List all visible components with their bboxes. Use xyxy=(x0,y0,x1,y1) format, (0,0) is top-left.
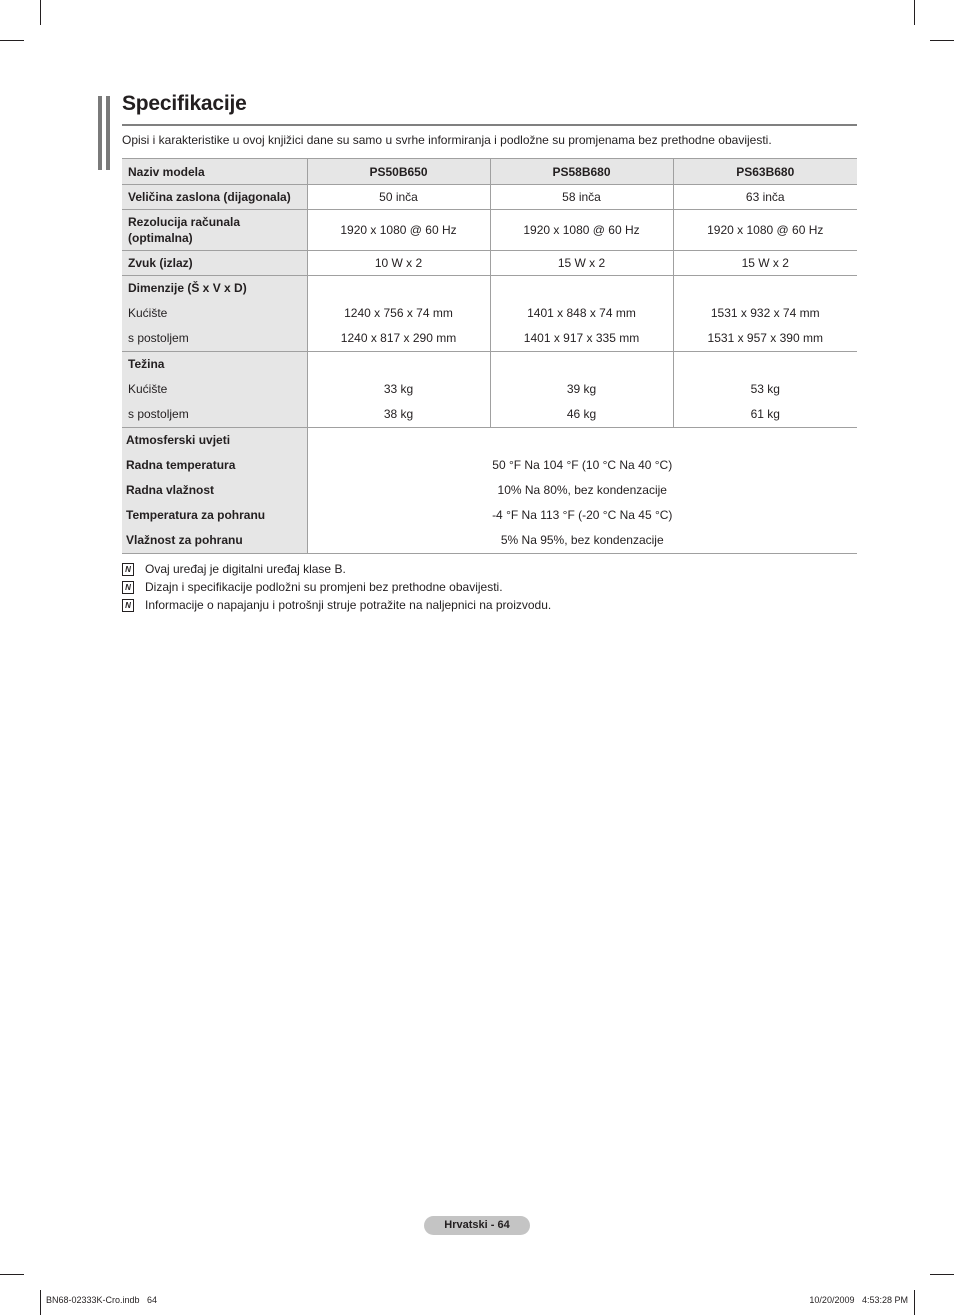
crop-mark xyxy=(914,0,915,25)
list-item xyxy=(122,578,551,596)
row-label xyxy=(122,352,307,428)
row-label xyxy=(122,276,307,352)
row-sublabel: Kućište xyxy=(128,382,168,396)
row-sublabel: Vlažnost za pohranu xyxy=(126,533,243,547)
cell-value: 33 kg xyxy=(383,382,414,396)
table-cell xyxy=(307,352,490,428)
crop-mark xyxy=(930,40,954,41)
table-cell: 1920 x 1080 @ 60 Hz xyxy=(490,210,673,251)
crop-mark xyxy=(40,1290,41,1315)
cell-value: 38 kg xyxy=(383,407,414,421)
cell-value: 1240 x 817 x 290 mm xyxy=(340,331,457,345)
row-sublabel: s postoljem xyxy=(128,407,189,421)
row-label-line: Težina xyxy=(128,357,165,371)
cell-value: 1531 x 957 x 390 mm xyxy=(707,331,823,345)
table-cell: 58 inča xyxy=(490,185,673,210)
table-cell xyxy=(307,428,857,554)
cell-value: 5% Na 95%, bez kondenzacije xyxy=(500,533,664,547)
note-icon: N xyxy=(122,563,134,576)
table-cell xyxy=(307,276,490,352)
table-cell: 63 inča xyxy=(673,185,857,210)
table-row xyxy=(122,210,857,251)
table-row xyxy=(122,185,857,210)
note-text: Ovaj uređaj je digitalni uređaj klase B. xyxy=(145,562,346,576)
cell-value: 61 kg xyxy=(750,407,780,421)
row-sublabel: Radna temperatura xyxy=(126,458,236,472)
model-header: PS50B650 xyxy=(307,159,490,185)
row-label-line: Atmosferski uvjeti xyxy=(126,433,231,447)
row-label: Naziv modela xyxy=(122,159,307,185)
table-cell: 1920 x 1080 @ 60 Hz xyxy=(307,210,490,251)
cell-value: 46 kg xyxy=(566,407,597,421)
table-row xyxy=(122,251,857,276)
crop-mark xyxy=(0,40,24,41)
title-rule xyxy=(122,124,857,126)
note-text: Informacije o napajanju i potrošnji struje potražite na naljepnici na proizvodu. xyxy=(145,598,552,612)
cell-value: 39 kg xyxy=(566,382,597,396)
row-label: Veličina zaslona (dijagonala) xyxy=(122,185,307,210)
row-label-line: Rezolucija računala xyxy=(128,215,241,229)
crop-mark xyxy=(0,1274,24,1275)
table-cell: 15 W x 2 xyxy=(490,251,673,276)
table-cell: 10 W x 2 xyxy=(307,251,490,276)
print-timestamp: 10/20/2009 4:53:28 PM xyxy=(809,1295,908,1305)
cell-value: 1240 x 756 x 74 mm xyxy=(344,306,453,320)
table-row xyxy=(122,276,857,352)
row-label xyxy=(122,428,307,554)
cell-value: 1531 x 932 x 74 mm xyxy=(710,306,820,320)
model-header: PS63B680 xyxy=(673,159,857,185)
list-item xyxy=(122,596,551,614)
cell-value: 10% Na 80%, bez kondenzacije xyxy=(497,483,667,497)
page-number-badge: Hrvatski - 64 xyxy=(424,1216,530,1235)
row-label-line: Dimenzije (Š x V x D) xyxy=(128,281,247,295)
row-label xyxy=(122,210,307,251)
file-info: BN68-02333K-Cro.indb 64 xyxy=(46,1295,158,1305)
table-row xyxy=(122,428,857,554)
crop-mark xyxy=(914,1290,915,1315)
note-icon: N xyxy=(122,599,134,612)
page-title: Specifikacije xyxy=(122,92,247,115)
note-icon: N xyxy=(122,581,134,594)
table-cell: 1920 x 1080 @ 60 Hz xyxy=(673,210,857,251)
cell-value: -4 °F Na 113 °F (-20 °C Na 45 °C) xyxy=(492,508,673,522)
row-label-line: (optimalna) xyxy=(128,231,193,245)
cell-value: 1401 x 917 x 335 mm xyxy=(523,331,640,345)
intro-text: Opisi i karakteristike u ovoj knjižici dane su samo u svrhe informiranja i podložne su promjenama bez prethodne obavijesti. xyxy=(122,133,772,147)
cell-value: 53 kg xyxy=(750,382,780,396)
cell-value: 50 °F Na 104 °F (10 °C Na 40 °C) xyxy=(492,458,673,472)
crop-mark xyxy=(40,0,41,25)
crop-mark xyxy=(930,1274,954,1275)
model-header: PS58B680 xyxy=(490,159,673,185)
row-label: Zvuk (izlaz) xyxy=(122,251,307,276)
heading-decoration xyxy=(98,96,112,170)
table-cell: 15 W x 2 xyxy=(673,251,857,276)
cell-value: 1401 x 848 x 74 mm xyxy=(527,306,636,320)
table-row xyxy=(122,352,857,428)
table-cell xyxy=(673,276,857,352)
spec-table xyxy=(122,158,857,554)
notes-list xyxy=(122,560,551,614)
table-cell xyxy=(673,352,857,428)
row-sublabel: Kućište xyxy=(128,306,168,320)
row-sublabel: Temperatura za pohranu xyxy=(126,508,266,522)
row-sublabel: s postoljem xyxy=(128,331,189,345)
note-text: Dizajn i specifikacije podložni su promjeni bez prethodne obavijesti. xyxy=(145,580,503,594)
list-item xyxy=(122,560,551,578)
table-cell xyxy=(490,276,673,352)
table-row xyxy=(122,159,857,185)
row-sublabel: Radna vlažnost xyxy=(126,483,215,497)
table-cell: 50 inča xyxy=(307,185,490,210)
table-cell xyxy=(490,352,673,428)
